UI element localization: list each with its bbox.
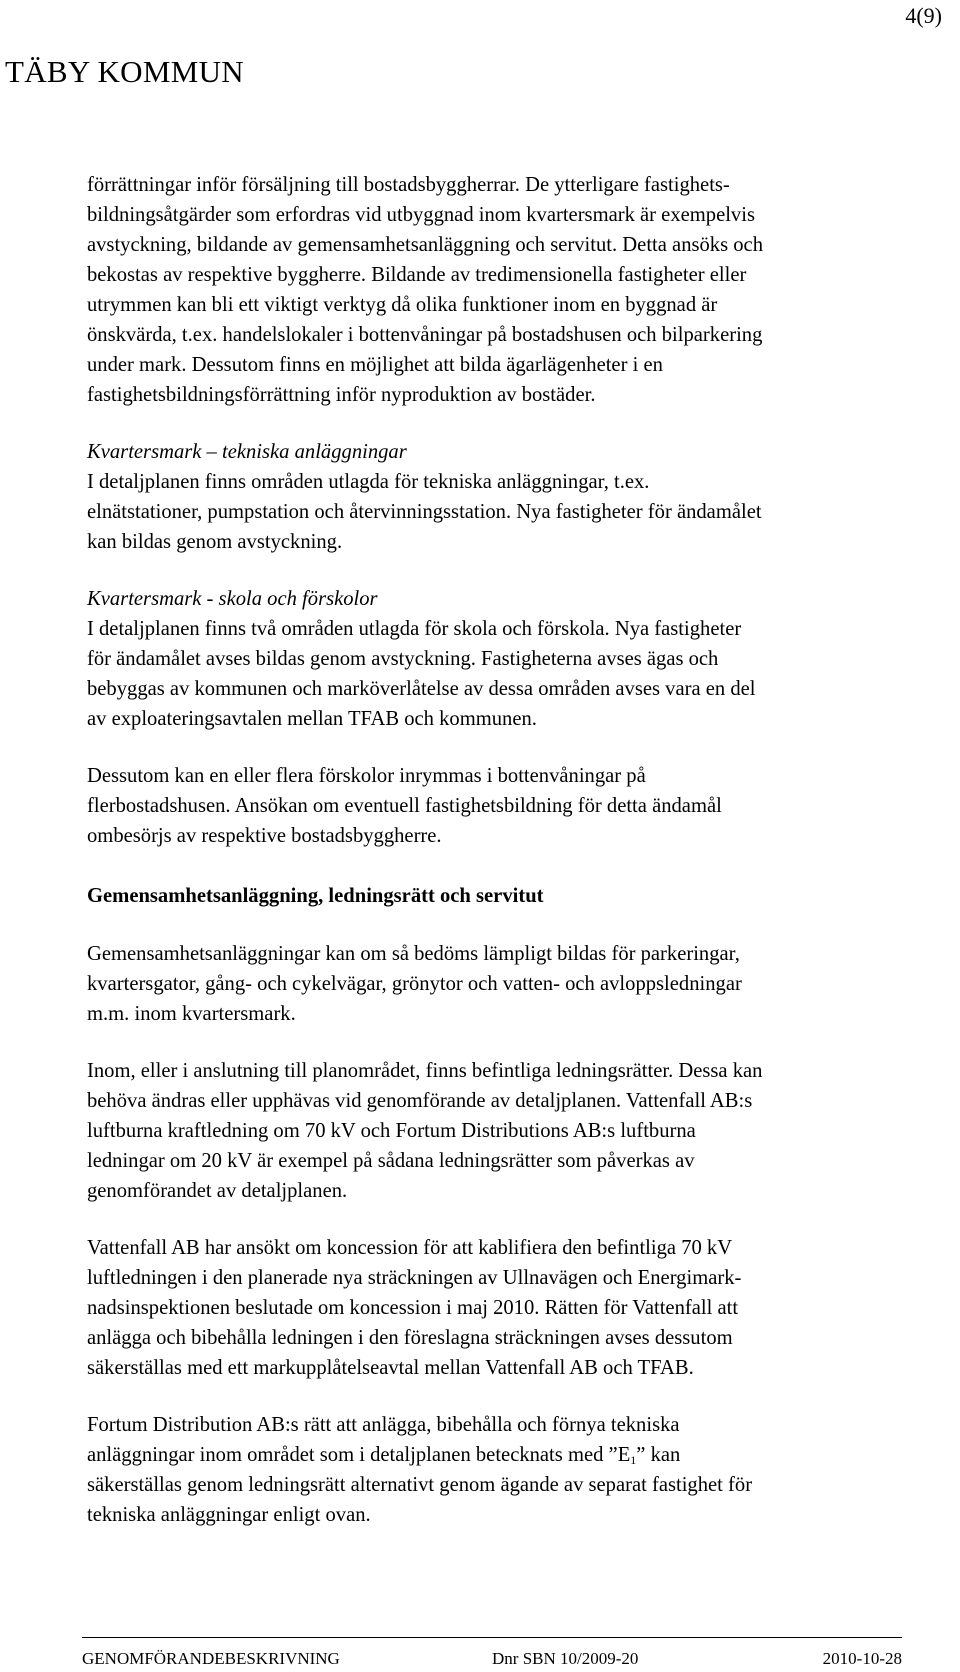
text-line: säkerställas med ett markupplåtelseavtal mellan Vattenfall AB och TFAB. [87, 1357, 694, 1379]
organization-name: TÄBY KOMMUN [5, 54, 244, 89]
text-line: kan bildas genom avstyckning. [87, 531, 343, 553]
subscript-1: 1 [630, 1453, 637, 1467]
footer-date: 2010-10-28 [822, 1649, 902, 1668]
paragraph-gemensamhetsanlaggningar [87, 939, 947, 1029]
text-line: ledningar om 20 kV är exempel på sådana ledningsrätter som påverkas av [87, 1150, 695, 1172]
paragraph-fortum-distribution [87, 1410, 947, 1530]
footer-reference: Dnr SBN 10/2009-20 [492, 1649, 639, 1668]
text-line: m.m. inom kvartersmark. [87, 1003, 296, 1025]
text-line: Vattenfall AB har ansökt om koncession för att kablifiera den befintliga 70 kV [87, 1237, 733, 1259]
text-line: bekostas av respektive byggherre. Bildande av tredimensionella fastigheter eller [87, 264, 747, 286]
text-line: Dessutom kan en eller flera förskolor inrymmas i bottenvåningar på [87, 765, 646, 787]
text-line: bebyggas av kommunen och marköverlåtelse av dessa områden avses vara en del [87, 678, 756, 700]
text-line: genomförandet av detaljplanen. [87, 1180, 348, 1202]
text-line: bildningsåtgärder som erfordras vid utbyggnad inom kvartersmark är exempelvis [87, 204, 755, 226]
text-line: kvartersgator, gång- och cykelvägar, grönytor och vatten- och avloppsledningar [87, 973, 742, 995]
heading-tekniska-anlaggningar: Kvartersmark – tekniska anläggningar [87, 441, 407, 463]
text-line: nadsinspektionen beslutade om koncession i maj 2010. Rätten för Vattenfall att [87, 1297, 739, 1319]
text-line: ombesörjs av respektive bostadsbyggherre. [87, 825, 442, 847]
text-line: utrymmen kan bli ett viktigt verktyg då olika funktioner inom en byggnad är [87, 294, 718, 316]
paragraph-vattenfall-koncession [87, 1233, 947, 1383]
paragraph-tekniska [87, 467, 947, 557]
text-line: behöva ändras eller upphävas vid genomförande av detaljplanen. Vattenfall AB:s [87, 1090, 753, 1112]
fortum-line-3: säkerställas genom ledningsrätt alternativt genom ägande av separat fastighet för [87, 1474, 753, 1496]
footer-divider [82, 1637, 902, 1638]
text-line: under mark. Dessutom finns en möjlighet att bilda ägarlägenheter i en [87, 354, 663, 376]
footer-document-type: GENOMFÖRANDEBESKRIVNING [82, 1649, 340, 1668]
text-line: I detaljplanen finns två områden utlagda för skola och förskola. Nya fastigheter [87, 618, 742, 640]
text-line: fastighetsbildningsförrättning inför nyproduktion av bostäder. [87, 384, 596, 406]
section-skola-forskolor [87, 584, 947, 734]
paragraph-forskolor-bottenvaningar [87, 761, 947, 851]
heading-gemensamhetsanlaggning-text: Gemensamhetsanläggning, ledningsrätt och servitut [87, 885, 544, 907]
fortum-line-1: Fortum Distribution AB:s rätt att anlägga, bibehålla och förnya tekniska [87, 1414, 680, 1436]
text-line: förrättningar inför försäljning till bostadsbyggherrar. De ytterligare fastighets- [87, 174, 730, 196]
fortum-line-2: anläggningar inom området som i detaljplanen betecknats med $”E_1$” kan [87, 1444, 681, 1467]
text-line: Gemensamhetsanläggningar kan om så bedöms lämpligt bildas för parkeringar, [87, 943, 740, 965]
page-number: 4(9) [905, 3, 942, 28]
document-body [87, 170, 947, 1530]
text-line: Inom, eller i anslutning till planområdet, finns befintliga ledningsrätter. Dessa kan [87, 1060, 763, 1082]
paragraph-skola [87, 614, 947, 734]
heading-gemensamhetsanlaggning [87, 881, 947, 911]
text-line: I detaljplanen finns områden utlagda för tekniska anläggningar, t.ex. [87, 471, 650, 493]
text-line: flerbostadshusen. Ansökan om eventuell fastighetsbildning för detta ändamål [87, 795, 722, 817]
text-line: för ändamålet avses bildas genom avstyckning. Fastigheterna avses ägas och [87, 648, 719, 670]
text-line: luftledningen i den planerade nya sträckningen av Ullnavägen och Energimark- [87, 1267, 742, 1289]
text-line: avstyckning, bildande av gemensamhetsanläggning och servitut. Detta ansöks och [87, 234, 763, 256]
text-line: av exploateringsavtalen mellan TFAB och kommunen. [87, 708, 537, 730]
paragraph-ledningsratter [87, 1056, 947, 1206]
paragraph-fastighetsbildning [87, 170, 947, 410]
fortum-line-4: tekniska anläggningar enligt ovan. [87, 1504, 371, 1526]
text-line: önskvärda, t.ex. handelslokaler i bottenvåningar på bostadshusen och bilparkering [87, 324, 763, 346]
text-line: luftburna kraftledning om 70 kV och Fortum Distributions AB:s luftburna [87, 1120, 696, 1142]
text-line: elnätstationer, pumpstation och återvinningsstation. Nya fastigheter för ändamålet [87, 501, 762, 523]
text-line: anlägga och bibehålla ledningen i den föreslagna sträckningen avses dessutom [87, 1327, 733, 1349]
section-tekniska-anlaggningar [87, 437, 947, 557]
heading-skola-forskolor: Kvartersmark - skola och förskolor [87, 588, 378, 610]
